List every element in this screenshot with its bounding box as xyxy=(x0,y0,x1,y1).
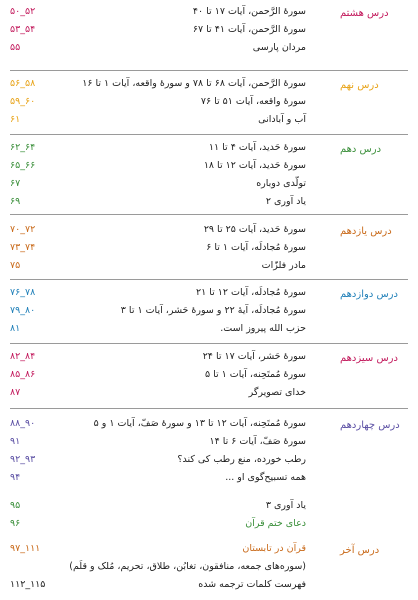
entry-page-range: ۵۵ xyxy=(10,42,21,53)
entry-title: مادر فلزّات xyxy=(261,260,306,271)
entry-page-range: ۹۶ xyxy=(10,518,21,529)
entry-page-range: ۷۲_۷۰ xyxy=(10,224,36,235)
entry-title: سورهٔ حَدید، آیات ۱۲ تا ۱۸ xyxy=(203,160,306,171)
entry-page-range: ۷۸_۷۶ xyxy=(10,287,36,298)
entry-page-range: ۸۴_۸۲ xyxy=(10,351,36,362)
entry-title: خدای تصویرگر xyxy=(248,387,306,398)
entry-title: (سوره‌های جمعه، منافقون، تغابُن، طلاق، تحریم، مُلک و قلَم) xyxy=(69,561,306,572)
entry-page-range: ۶۶_۶۵ xyxy=(10,160,36,171)
entry-title: قرآن در تابستان xyxy=(242,543,306,554)
entry-page-range: ۷۵ xyxy=(10,260,21,271)
toc-entry[interactable] xyxy=(0,94,418,112)
toc-entry[interactable] xyxy=(0,367,418,385)
toc-entry[interactable] xyxy=(0,349,418,367)
toc-entry[interactable] xyxy=(0,240,418,258)
entry-title: مردان پارسی xyxy=(252,42,306,53)
entry-title: تولّدی دوباره xyxy=(256,178,306,189)
entry-title: سورهٔ صَفّ، آیات ۶ تا ۱۴ xyxy=(209,436,306,447)
entry-page-range: ۹۴ xyxy=(10,472,21,483)
entry-page-range: ۷۴_۷۳ xyxy=(10,242,36,253)
toc-entry[interactable] xyxy=(0,452,418,470)
entry-page-range: ۸۶_۸۵ xyxy=(10,369,36,380)
toc-entry[interactable] xyxy=(0,385,418,403)
toc-entry[interactable] xyxy=(0,516,418,534)
entry-title: سورهٔ واقعه، آیات ۵۱ تا ۷۶ xyxy=(200,96,306,107)
entry-title: فهرست کلمات ترجمه شده xyxy=(198,579,306,590)
lesson-title: درس سیزدهم xyxy=(340,353,398,364)
entry-page-range: ۵۲_۵۰ xyxy=(10,6,36,17)
entry-title: سورهٔ مُجادلَه، آیات ۱ تا ۶ xyxy=(206,242,306,253)
entry-page-range: ۶۱ xyxy=(10,114,21,125)
toc-entry[interactable] xyxy=(0,258,418,276)
entry-title: سورهٔ الرَّحمن، آیات ۱۷ تا ۴۰ xyxy=(192,6,306,17)
toc-entry[interactable] xyxy=(0,577,418,595)
toc-entry[interactable] xyxy=(0,176,418,194)
entry-list xyxy=(0,285,418,339)
toc-entry[interactable] xyxy=(0,112,418,130)
toc-entry[interactable] xyxy=(0,194,418,212)
lesson-title: درس نهم xyxy=(340,80,379,91)
toc-entry[interactable] xyxy=(0,303,418,321)
entry-page-range: ۹۱ xyxy=(10,436,21,447)
lesson-title: درس چهاردهم xyxy=(340,420,400,431)
entry-title: سورهٔ حَدید، آیات ۲۵ تا ۲۹ xyxy=(203,224,306,235)
entry-page-range: ۸۷ xyxy=(10,387,21,398)
toc-entry[interactable] xyxy=(0,22,418,40)
section-divider xyxy=(10,70,408,71)
entry-page-range: ۹۰_۸۸ xyxy=(10,418,36,429)
entry-list xyxy=(0,4,418,58)
entry-page-range: ۱۱۱_۹۷ xyxy=(10,543,41,554)
entry-page-range: ۹۵ xyxy=(10,500,21,511)
section-divider xyxy=(10,343,408,344)
toc-entry[interactable] xyxy=(0,321,418,339)
entry-title: رطب خورده، منع رطب کی کند؟ xyxy=(177,454,306,465)
entry-page-range: ۶۹ xyxy=(10,196,21,207)
toc-entry[interactable] xyxy=(0,40,418,58)
lesson-title: درس هشتم xyxy=(340,8,389,19)
entry-title: همه تسبیح‌گوی او ... xyxy=(225,472,306,483)
toc-entry[interactable] xyxy=(0,559,418,577)
entry-title: سورهٔ مُجادلَه، آیات ۱۲ تا ۲۱ xyxy=(195,287,306,298)
toc-entry[interactable] xyxy=(0,140,418,158)
entry-page-range: ۶۰_۵۹ xyxy=(10,96,36,107)
toc-entry[interactable] xyxy=(0,470,418,488)
entry-page-range: ۶۴_۶۲ xyxy=(10,142,36,153)
entry-list xyxy=(0,222,418,276)
toc-entry[interactable] xyxy=(0,541,418,559)
entry-title: سورهٔ مُجادلَه، آیهٔ ۲۲ و سورهٔ حَشر، آیات ۱ تا ۳ xyxy=(120,305,306,316)
entry-title: سورهٔ مُمتَحِنه، آیات ۱ تا ۵ xyxy=(204,369,306,380)
entry-title: یاد آوری ۳ xyxy=(265,500,306,511)
entry-title: سورهٔ الرَّحمن، آیات ۴۱ تا ۶۷ xyxy=(192,24,306,35)
entry-title: دعای ختم قرآن xyxy=(245,518,306,529)
entry-list xyxy=(0,541,418,595)
section-divider xyxy=(10,214,408,215)
section-divider xyxy=(10,408,408,409)
entry-title: آب و آبادانی xyxy=(258,114,306,125)
entry-page-range: ۶۷ xyxy=(10,178,21,189)
lesson-title: درس آخر xyxy=(340,545,380,556)
entry-list xyxy=(0,498,418,534)
toc-entry[interactable] xyxy=(0,4,418,22)
entry-list xyxy=(0,416,418,488)
toc-entry[interactable] xyxy=(0,285,418,303)
section-divider xyxy=(10,279,408,280)
toc-entry[interactable] xyxy=(0,416,418,434)
entry-list xyxy=(0,140,418,212)
entry-list xyxy=(0,76,418,130)
lesson-title: درس یازدهم xyxy=(340,226,392,237)
section-divider xyxy=(10,134,408,135)
toc-entry[interactable] xyxy=(0,434,418,452)
entry-title: حزب الله پیروز است. xyxy=(220,323,306,334)
toc-entry[interactable] xyxy=(0,222,418,240)
entry-title: سورهٔ حَدید، آیات ۴ تا ۱۱ xyxy=(208,142,306,153)
entry-page-range: ۸۱ xyxy=(10,323,21,334)
entry-title: سورهٔ مُمتَحِنه، آیات ۱۲ تا ۱۳ و سورهٔ صَفّ، آیات ۱ و ۵ xyxy=(93,418,306,429)
entry-title: سورهٔ الرَّحمن، آیات ۶۸ تا ۷۸ و سورهٔ واقعه، آیات ۱ تا ۱۶ xyxy=(82,78,306,89)
entry-list xyxy=(0,349,418,403)
toc-entry[interactable] xyxy=(0,498,418,516)
entry-page-range: ۵۸_۵۶ xyxy=(10,78,36,89)
toc-entry[interactable] xyxy=(0,76,418,94)
entry-page-range: ۱۱۵_۱۱۲ xyxy=(10,579,46,590)
toc-entry[interactable] xyxy=(0,158,418,176)
entry-page-range: ۸۰_۷۹ xyxy=(10,305,36,316)
entry-page-range: ۵۴_۵۳ xyxy=(10,24,36,35)
entry-title: یاد آوری ۲ xyxy=(265,196,306,207)
entry-title: سورهٔ حَشر، آیات ۱۷ تا ۲۴ xyxy=(202,351,306,362)
entry-page-range: ۹۳_۹۲ xyxy=(10,454,36,465)
lesson-title: درس دهم xyxy=(340,144,382,155)
lesson-title: درس دوازدهم xyxy=(340,289,398,300)
